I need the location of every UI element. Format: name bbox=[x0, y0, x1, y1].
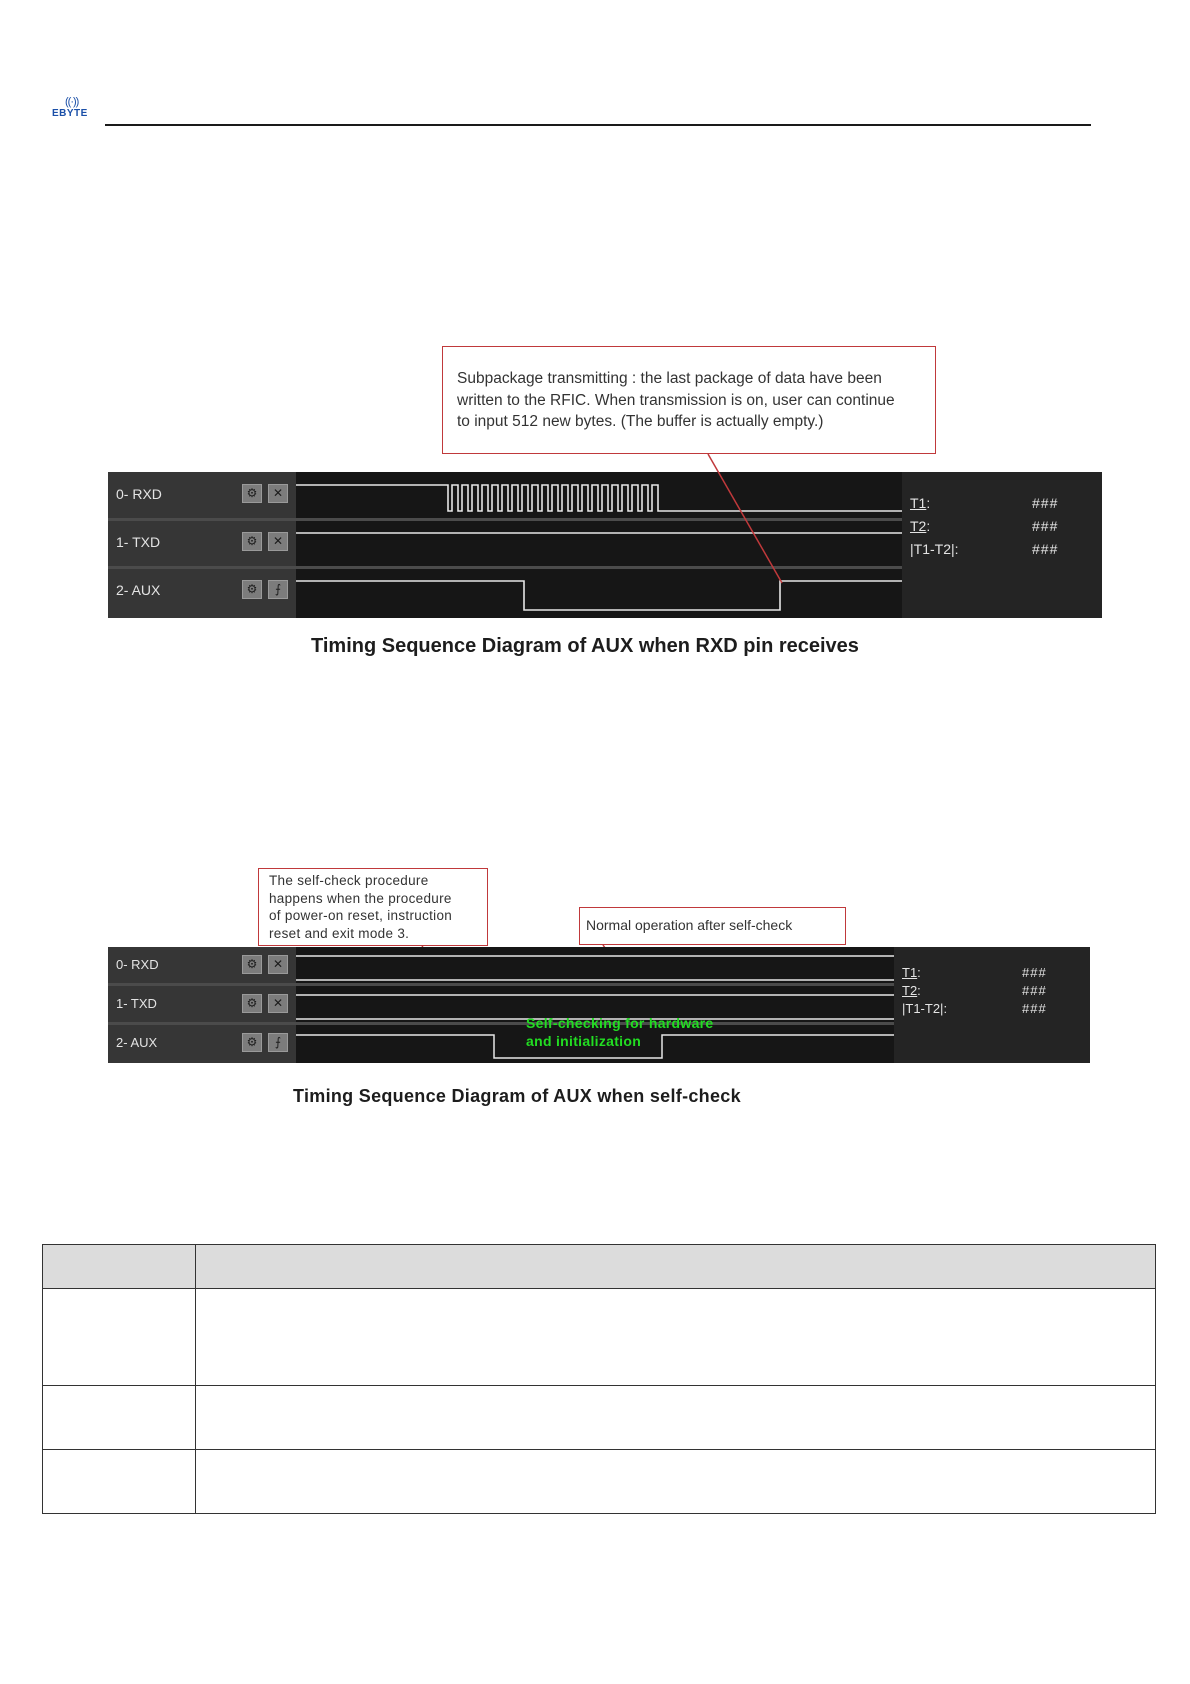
measure-diff-label: |T1-T2|: bbox=[902, 1001, 948, 1016]
callout-self-check bbox=[258, 868, 488, 946]
measurements-panel bbox=[894, 947, 1090, 1063]
logic-analyzer-panel-rxd bbox=[108, 472, 1102, 618]
measure-diff-value: ### bbox=[1032, 541, 1059, 557]
measure-t1-value: ### bbox=[1022, 965, 1047, 980]
channel-label-rxd: 0- RXD bbox=[116, 486, 162, 502]
callout-normal-operation: Normal operation after self-check bbox=[579, 907, 846, 945]
table-cell bbox=[196, 1288, 1156, 1385]
x-icon[interactable]: ✕ bbox=[268, 532, 288, 551]
gear-icon[interactable]: ⚙ bbox=[242, 532, 262, 551]
x-icon[interactable]: ✕ bbox=[268, 955, 288, 974]
table-cell bbox=[196, 1245, 1156, 1289]
waveforms bbox=[296, 472, 902, 618]
measure-t2-label: T2: bbox=[902, 983, 921, 998]
table-cell bbox=[196, 1385, 1156, 1449]
table-cell bbox=[43, 1385, 196, 1449]
measure-t1-label: T1: bbox=[902, 965, 921, 980]
callout-line: happens when the procedure bbox=[269, 890, 452, 906]
figure-caption-self-check: Timing Sequence Diagram of AUX when self-check bbox=[293, 1086, 741, 1106]
gear-icon[interactable]: ⚙ bbox=[242, 1033, 262, 1052]
table-header-row bbox=[43, 1245, 1156, 1289]
callout-line: Subpackage transmitting : the last package of data have been bbox=[457, 370, 882, 387]
table-row bbox=[43, 1385, 1156, 1449]
measure-t1-label: T1: bbox=[910, 495, 931, 511]
measurements-panel bbox=[902, 472, 1102, 618]
callout-line: reset and exit mode 3. bbox=[269, 925, 410, 941]
table-cell bbox=[196, 1449, 1156, 1513]
measure-t2-value: ### bbox=[1022, 983, 1047, 998]
table-row bbox=[43, 1288, 1156, 1385]
callout-subpackage bbox=[442, 346, 936, 454]
gear-icon[interactable]: ⚙ bbox=[242, 484, 262, 503]
antenna-icon: ((·)) bbox=[65, 96, 79, 108]
figure-caption-rxd: Timing Sequence Diagram of AUX when RXD pin receives bbox=[311, 635, 859, 657]
channel-label-txd: 1- TXD bbox=[116, 534, 161, 550]
header-rule bbox=[105, 124, 1091, 126]
self-check-note: Self-checking for hardware bbox=[526, 1015, 714, 1031]
table-row bbox=[43, 1449, 1156, 1513]
measure-diff-label: |T1-T2|: bbox=[910, 541, 959, 557]
edge-trigger-icon[interactable]: ⨍ bbox=[268, 580, 288, 599]
x-icon[interactable]: ✕ bbox=[268, 484, 288, 503]
table-cell bbox=[43, 1245, 196, 1289]
channel-label-rxd: 0- RXD bbox=[116, 957, 159, 972]
gear-icon[interactable]: ⚙ bbox=[242, 994, 262, 1013]
measure-t1-value: ### bbox=[1032, 495, 1059, 511]
self-check-note: and initialization bbox=[526, 1033, 642, 1049]
logic-analyzer-panel-self-check bbox=[108, 947, 1090, 1063]
measure-diff-value: ### bbox=[1022, 1001, 1047, 1016]
channel-label-aux: 2- AUX bbox=[116, 1035, 158, 1050]
table-cell bbox=[43, 1288, 196, 1385]
callout-line: of power-on reset, instruction bbox=[269, 908, 453, 923]
measure-t2-value: ### bbox=[1032, 518, 1059, 534]
edge-trigger-icon[interactable]: ⨍ bbox=[268, 1033, 288, 1052]
channel-label-txd: 1- TXD bbox=[116, 996, 157, 1011]
channel-label-aux: 2- AUX bbox=[116, 582, 161, 598]
rxd-signal bbox=[296, 485, 902, 511]
callout-line: written to the RFIC. When transmission is on, user can continue bbox=[457, 391, 895, 409]
table-cell bbox=[43, 1449, 196, 1513]
measure-t2-label: T2: bbox=[910, 518, 931, 534]
callout-line: The self-check procedure bbox=[269, 873, 429, 888]
gear-icon[interactable]: ⚙ bbox=[242, 955, 262, 974]
spec-table bbox=[42, 1244, 1156, 1514]
logo-text: EBYTE bbox=[52, 108, 88, 119]
ebyte-logo bbox=[52, 96, 100, 124]
x-icon[interactable]: ✕ bbox=[268, 994, 288, 1013]
gear-icon[interactable]: ⚙ bbox=[242, 580, 262, 599]
callout-line: to input 512 new bytes. (The buffer is actually empty.) bbox=[457, 413, 824, 430]
aux-signal bbox=[296, 581, 902, 610]
